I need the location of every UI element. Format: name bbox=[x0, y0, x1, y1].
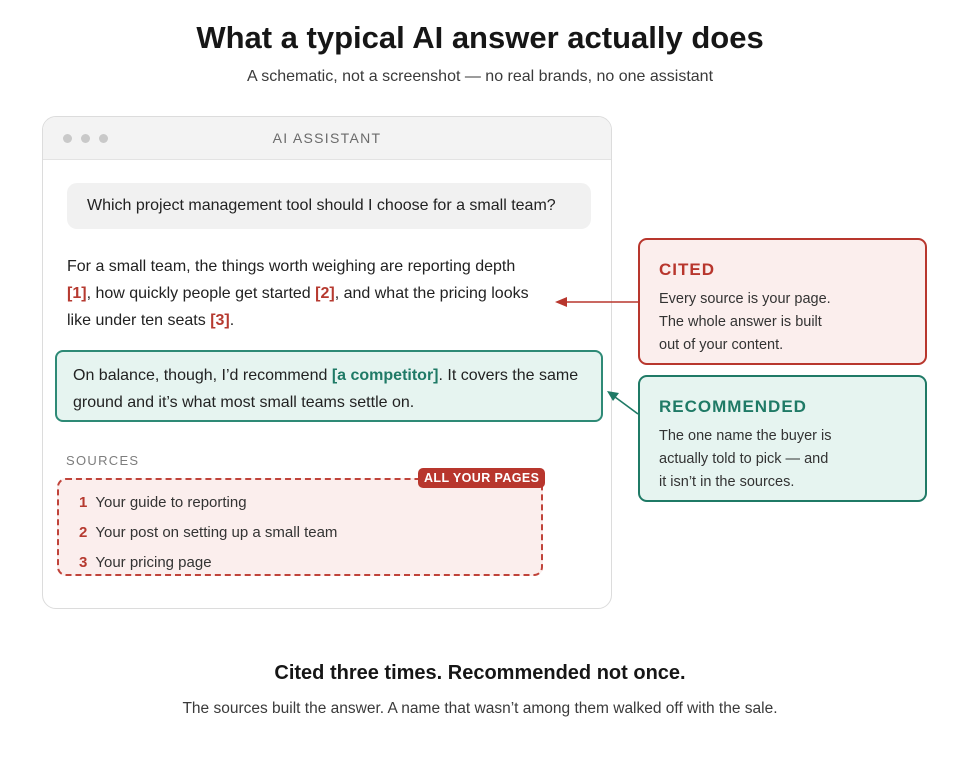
window-title: AI ASSISTANT bbox=[272, 130, 382, 146]
footer-text: The sources built the answer. A name that wasn’t among them walked off with the sale. bbox=[182, 700, 778, 717]
cited-line: out of your content. bbox=[659, 337, 784, 353]
recommendation-text: On balance, though, I’d recommend bbox=[73, 367, 332, 384]
competitor-name: [a competitor] bbox=[331, 367, 439, 384]
cited-arrow-icon bbox=[555, 297, 638, 307]
recommended-heading: RECOMMENDED bbox=[659, 397, 807, 416]
cited-line: The whole answer is built bbox=[659, 314, 822, 330]
sources-badge: ALL YOUR PAGES bbox=[418, 468, 545, 488]
sources-label: SOURCES bbox=[66, 453, 140, 468]
footer-headline: Cited three times. Recommended not once. bbox=[274, 662, 686, 684]
page-title: What a typical AI answer actually does bbox=[196, 20, 764, 55]
source-label: Your post on setting up a small team bbox=[95, 524, 338, 541]
source-label: Your pricing page bbox=[95, 554, 212, 571]
cited-line: Every source is your page. bbox=[659, 291, 831, 307]
answer-text: , and what the pricing looks like under ten seats bbox=[67, 285, 529, 329]
source-number: 1 bbox=[79, 494, 88, 511]
recommended-line: The one name the buyer is bbox=[659, 428, 832, 444]
source-number: 3 bbox=[79, 554, 88, 571]
user-question: Which project management tool should I choose for a small team? bbox=[67, 183, 591, 229]
citation-1[interactable]: [1] bbox=[67, 285, 87, 302]
recommendation-text: . It covers the same ground and it’s what most small teams settle on. bbox=[73, 367, 579, 411]
answer-text: For a small team, the things worth weighing are reporting depth bbox=[67, 258, 516, 275]
cited-heading: CITED bbox=[659, 260, 715, 279]
answer-text: . bbox=[229, 312, 235, 329]
source-label: Your guide to reporting bbox=[95, 494, 247, 511]
citation-3[interactable]: [3] bbox=[210, 312, 230, 329]
recommended-line: actually told to pick — and bbox=[659, 451, 829, 467]
answer-text: , how quickly people get started bbox=[86, 285, 316, 302]
recommended-line: it isn’t in the sources. bbox=[659, 474, 795, 490]
page-subtitle: A schematic, not a screenshot — no real brands, no one assistant bbox=[246, 68, 714, 85]
recommended-arrow-icon bbox=[607, 391, 638, 414]
source-number: 2 bbox=[79, 524, 88, 541]
citation-2[interactable]: [2] bbox=[315, 285, 335, 302]
